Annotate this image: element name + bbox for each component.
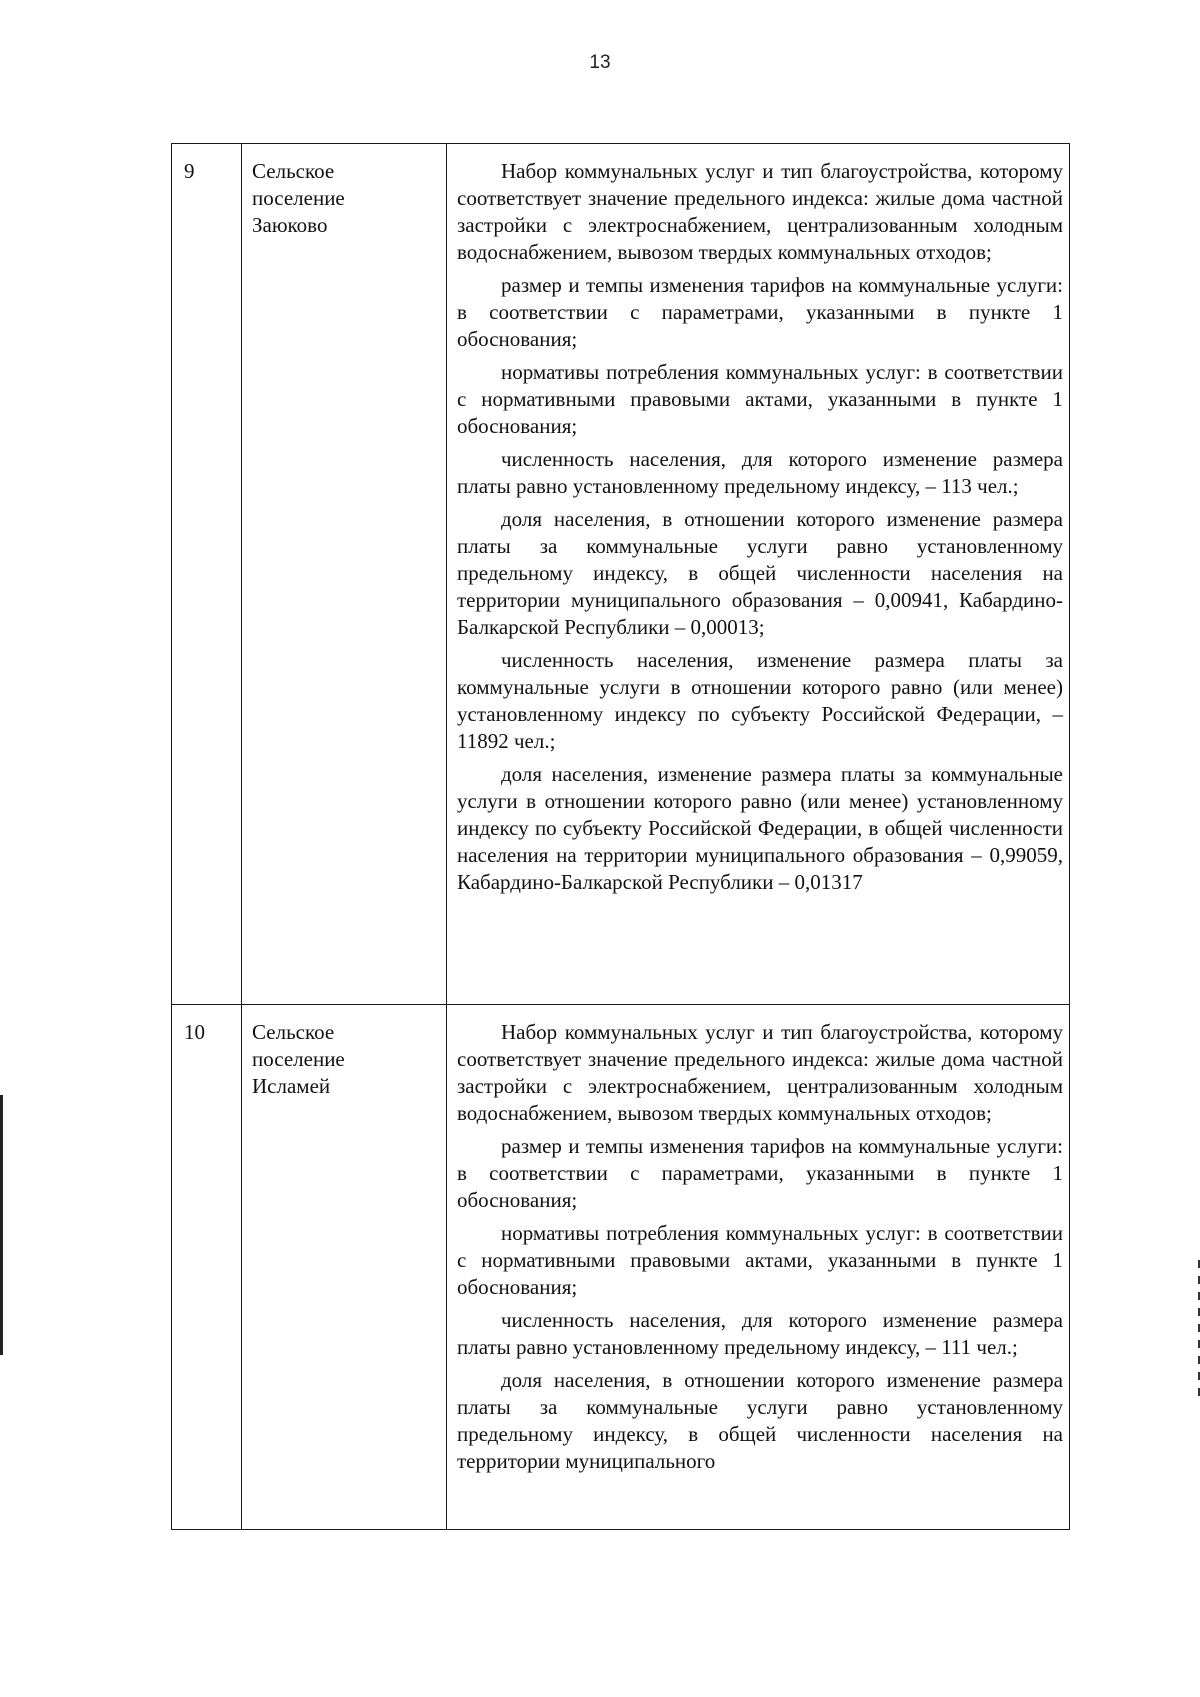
description-paragraph: численность населения, изменение размера платы за коммунальные услуги в отношении которого равно (или менее) установленному индексу по субъекту Российской Федерации, – 11892 чел.;	[457, 648, 1063, 753]
settlement-name	[242, 1005, 447, 1530]
settlement-name-line: Заюково	[252, 213, 328, 237]
table-row	[172, 144, 1070, 1005]
settlement-name-line: поселение	[252, 186, 345, 210]
description-paragraph: Набор коммунальных услуг и тип благоустройства, которому соответствует значение предельного индекса: жилые дома частной застройки с электроснабжением, централизованным холодным водоснабжением, вывозом твердых коммунальных отходов;	[457, 1020, 1063, 1125]
description-paragraph: численность населения, для которого изменение размера платы равно установленному предельному индексу, – 113 чел.;	[457, 447, 1063, 498]
description-paragraph: размер и темпы изменения тарифов на коммунальные услуги: в соответствии с параметрами, указанными в пункте 1 обоснования;	[457, 273, 1063, 351]
settlement-name-line: Исламей	[252, 1074, 331, 1098]
description-paragraph: численность населения, для которого изменение размера платы равно установленному предельному индексу, – 111 чел.;	[457, 1308, 1063, 1359]
row-number: 10	[172, 1005, 242, 1530]
settlement-name-line: Сельское	[252, 1020, 335, 1044]
table-row	[172, 1005, 1070, 1530]
settlement-name	[242, 144, 447, 1005]
page-number: 13	[589, 52, 611, 73]
settlement-name-line: Сельское	[252, 159, 335, 183]
settlement-name-line: поселение	[252, 1047, 345, 1071]
description-paragraph: нормативы потребления коммунальных услуг: в соответствии с нормативными правовыми актами, указанными в пункте 1 обоснования;	[457, 360, 1063, 438]
description-paragraph: доля населения, в отношении которого изменение размера платы за коммунальные услуги равно установленному предельному индексу, в общей численности населения на территории муниципального	[457, 1368, 1063, 1473]
description-paragraph: доля населения, изменение размера платы за коммунальные услуги в отношении которого равно (или менее) установленному индексу по субъекту Российской Федерации, в общей численности населения на территории муниципального образования – 0,99059, Кабардино-Балкарской Республики – 0,01317	[457, 762, 1063, 894]
description-paragraph: доля населения, в отношении которого изменение размера платы за коммунальные услуги равно установленному предельному индексу, в общей численности населения на территории муниципального образования – 0,00941, Кабардино-Балкарской Республики – 0,00013;	[457, 507, 1063, 639]
description-paragraph: размер и темпы изменения тарифов на коммунальные услуги: в соответствии с параметрами, указанными в пункте 1 обоснования;	[457, 1134, 1063, 1212]
settlements-table	[171, 143, 1070, 1530]
settlement-description	[447, 1005, 1070, 1530]
scan-edge-mark	[0, 1095, 3, 1355]
description-paragraph: Набор коммунальных услуг и тип благоустройства, которому соответствует значение предельного индекса: жилые дома частной застройки с электроснабжением, централизованным холодным водоснабжением, вывозом твердых коммунальных отходов;	[457, 159, 1063, 264]
description-paragraph: нормативы потребления коммунальных услуг: в соответствии с нормативными правовыми актами, указанными в пункте 1 обоснования;	[457, 1221, 1063, 1299]
row-number: 9	[172, 144, 242, 1005]
settlement-description	[447, 144, 1070, 1005]
